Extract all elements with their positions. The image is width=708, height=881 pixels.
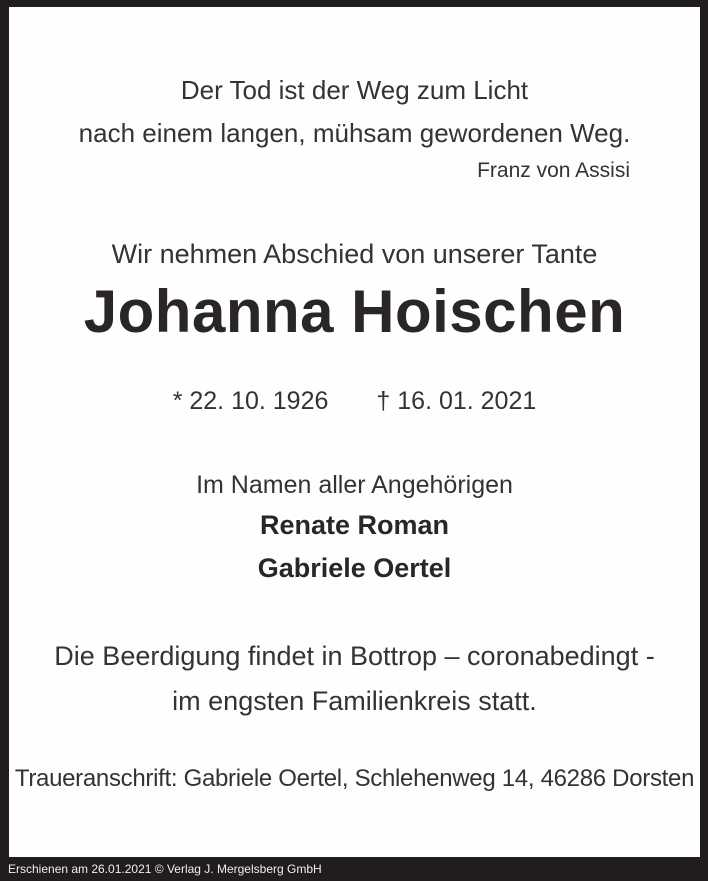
birth-date: * 22. 10. 1926 (172, 387, 329, 415)
mourner-name: Renate Roman (259, 510, 450, 540)
quote-line-1: Der Tod ist der Weg zum Licht (180, 75, 529, 105)
mourning-address: Traueranschrift: Gabriele Oertel, Schlehenweg 14, 46286 Dorsten (14, 765, 695, 792)
funeral-info-line-1: Die Beerdigung findet in Bottrop – coronabedingt - (54, 641, 655, 671)
mourner-name: Gabriele Oertel (257, 553, 452, 583)
quote-line-2: nach einem langen, mühsam gewordenen Weg. (78, 118, 631, 148)
mourners-intro: Im Namen aller Angehörigen (196, 471, 513, 499)
deceased-name: Johanna Hoischen (83, 278, 626, 345)
death-date: † 16. 01. 2021 (376, 387, 537, 415)
announcement-intro: Wir nehmen Abschied von unserer Tante (111, 239, 598, 269)
publisher-footer: Erschienen am 26.01.2021 © Verlag J. Mergelsberg GmbH (8, 862, 322, 876)
quote-attribution: Franz von Assisi (477, 159, 630, 182)
obituary-card (9, 7, 700, 857)
life-dates (9, 387, 700, 416)
funeral-info-line-2: im engsten Familienkreis statt. (172, 686, 537, 716)
